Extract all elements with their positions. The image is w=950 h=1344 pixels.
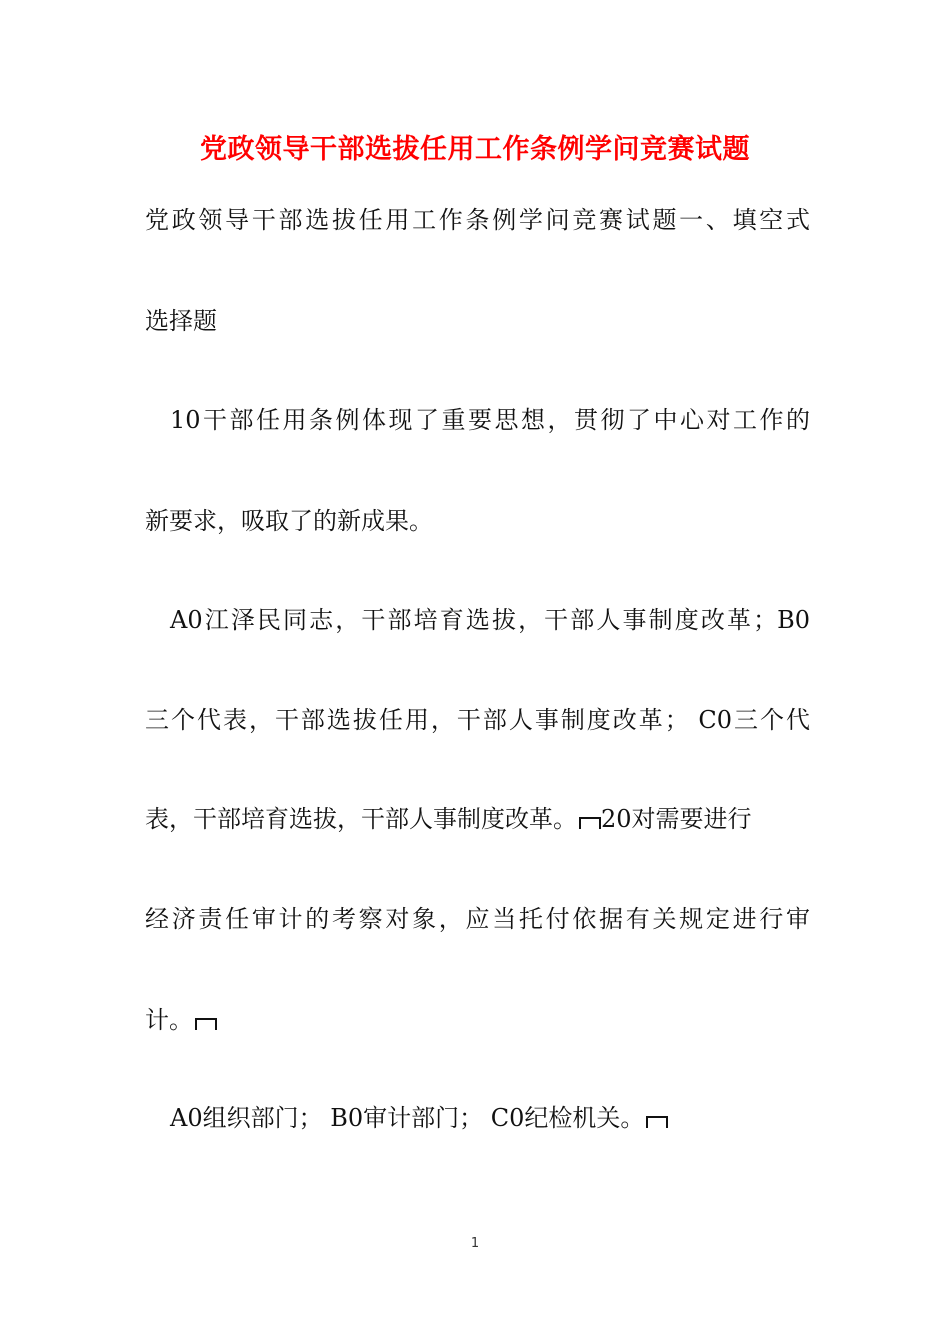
blank-mark-icon: [195, 1018, 217, 1030]
body-line-7: [145, 802, 810, 836]
body-line-5: A0江泽民同志，干部培育选拔，干部人事制度改革；B0: [170, 606, 810, 634]
body-line-4: 新要求，吸取了的新成果。: [145, 507, 433, 535]
body-line-7-text: 表，干部培育选拔，干部人事制度改革。: [145, 805, 577, 833]
body-line-6: 三个代表，干部选拔任用，干部人事制度改革； C0三个代: [145, 706, 810, 734]
blank-mark-icon: [579, 817, 601, 829]
blank-mark-icon: [646, 1116, 668, 1128]
body-line-9-text: 计。: [145, 1006, 193, 1034]
page-number: 1: [470, 1236, 480, 1251]
body-line-9: [145, 1003, 810, 1037]
body-line-10: [145, 1101, 810, 1135]
body-line-3: 10干部任用条例体现了重要思想，贯彻了中心对工作的: [170, 406, 810, 434]
body-line-1: 党政领导干部选拔任用工作条例学问竞赛试题一、填空式: [145, 206, 810, 234]
body-line-8: 经济责任审计的考察对象，应当托付依据有关规定进行审: [145, 905, 810, 933]
body-line-10-text: A0组织部门； B0审计部门； C0纪检机关。: [170, 1104, 645, 1132]
body-line-2: 选择题: [145, 307, 217, 335]
body-line-7-continuation: 20对需要进行: [601, 805, 752, 833]
document-title: 党政领导干部选拔任用工作条例学问竞赛试题: [200, 134, 750, 165]
